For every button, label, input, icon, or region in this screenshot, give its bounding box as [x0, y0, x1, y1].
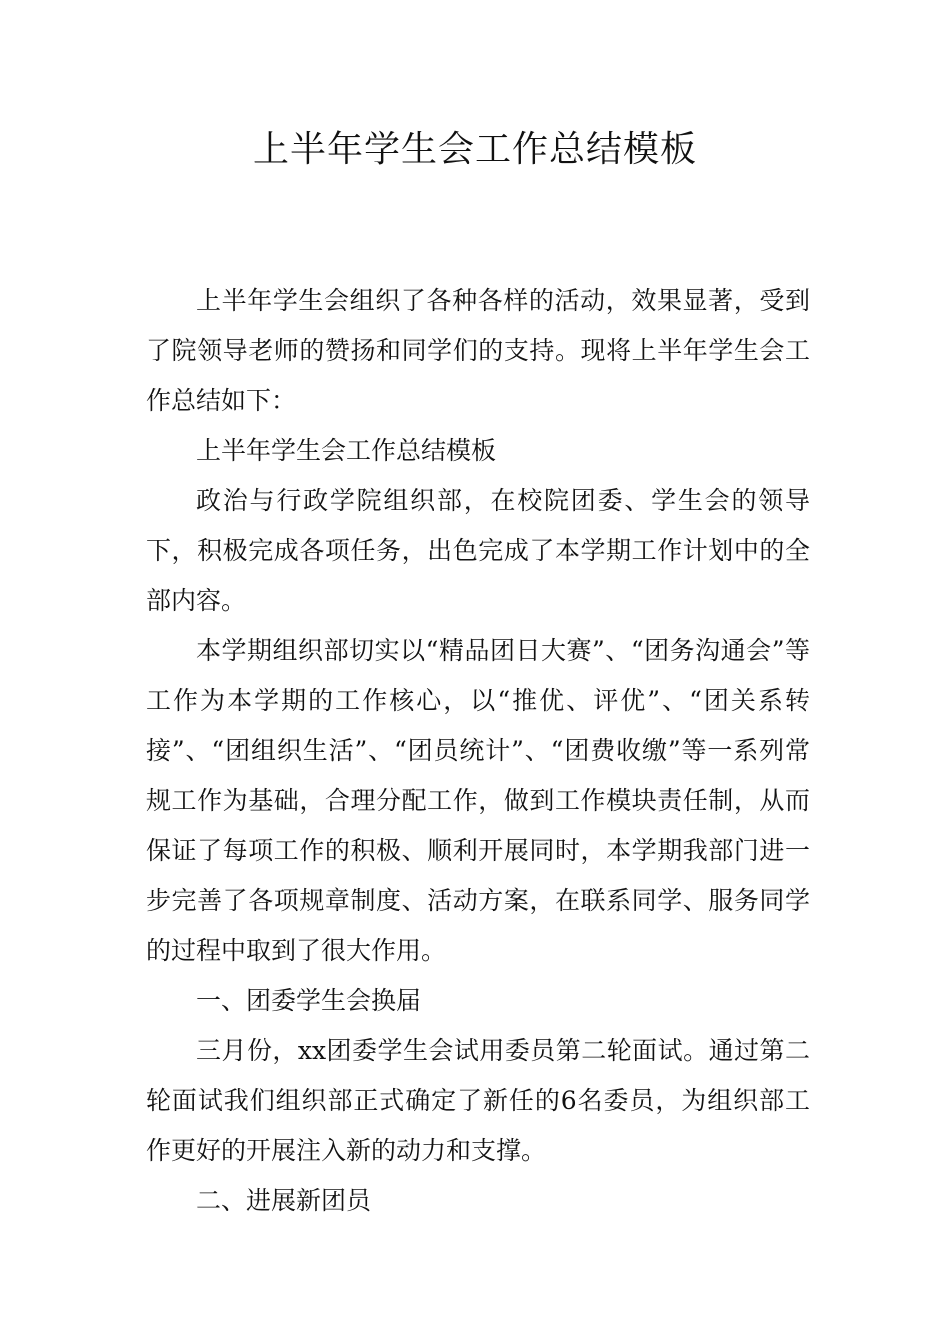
paragraph-subtitle: 上半年学生会工作总结模板 [196, 436, 497, 465]
document-body [146, 276, 810, 1226]
paragraph-intro: 上半年学生会组织了各种各样的活动，效果显著，受到了院领导老师的赞扬和同学们的支持。现将上半年学生会工作总结如下： [146, 286, 810, 415]
section-heading-2: 二、进展新团员 [196, 1186, 372, 1215]
paragraph-work-core: 本学期组织部切实以“精品团日大赛”、“团务沟通会”等工作为本学期的工作核心，以“推优、评优”、“团关系转接”、“团组织生活”、“团员统计”、“团费收缴”等一系列常规工作为基础，合理分配工作，做到工作模块责任制，从而保证了每项工作的积极、顺利开展同时，本学期我部门进一步完善了各项规章制度、活动方案，在联系同学、服务同学的过程中取到了很大作用。 [146, 636, 810, 965]
paragraph-organization: 政治与行政学院组织部，在校院团委、学生会的领导下，积极完成各项任务，出色完成了本学期工作计划中的全部内容。 [146, 486, 810, 615]
document-title: 上半年学生会工作总结模板 [252, 129, 697, 170]
paragraph-interview: 三月份，xx团委学生会试用委员第二轮面试。通过第二轮面试我们组织部正式确定了新任的6名委员，为组织部工作更好的开展注入新的动力和支撑。 [146, 1036, 810, 1165]
section-heading-1: 一、团委学生会换届 [196, 986, 422, 1015]
